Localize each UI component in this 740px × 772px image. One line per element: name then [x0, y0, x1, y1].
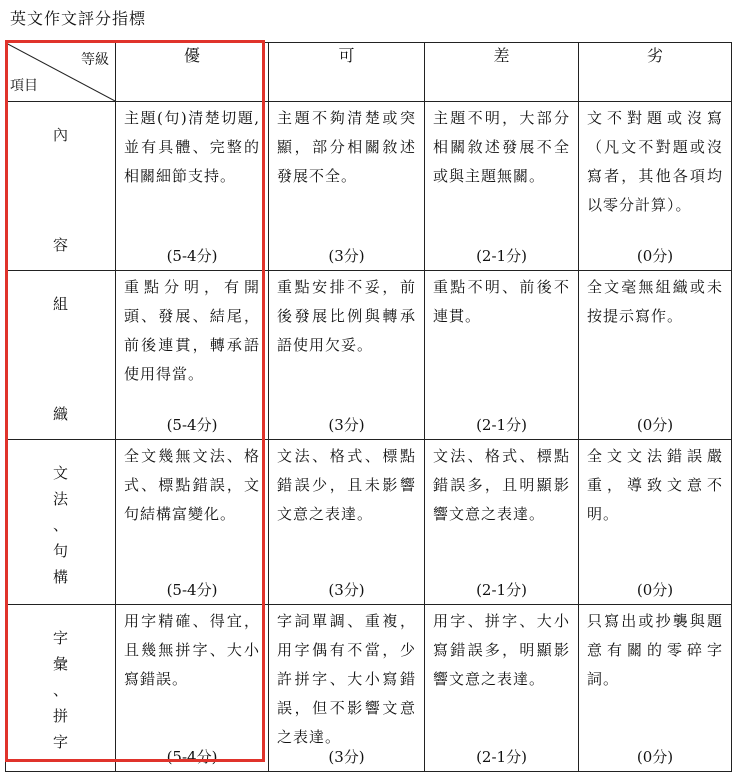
criteria-cell [116, 605, 269, 772]
score-range: (0分) [636, 416, 674, 434]
criteria-cell [269, 271, 425, 440]
criteria-description: 主題不明，大部分相關敘述發展不全或與主題無關。 [433, 109, 570, 185]
score-range: (3分) [328, 247, 365, 265]
criteria-cell [116, 440, 269, 605]
criteria-cell [579, 440, 732, 605]
level-header-bad: 劣 [579, 43, 732, 102]
item-label-char: 、 [52, 681, 68, 699]
criteria-cell [116, 271, 269, 440]
score-range: (5-4分) [166, 748, 218, 766]
item-label-char: 字 [52, 733, 68, 751]
item-label-cell [6, 440, 116, 605]
score-range: (2-1分) [476, 581, 527, 599]
criteria-description: 用字精確、得宜，且幾無拼字、大小寫錯誤。 [124, 612, 260, 688]
rubric-row-vocabulary-spelling [6, 605, 732, 772]
score-range: (3分) [328, 581, 365, 599]
item-label-char: 內 [52, 126, 68, 144]
criteria-cell [269, 605, 425, 772]
item-label-char: 文 [52, 464, 68, 482]
score-range: (2-1分) [476, 748, 527, 766]
item-label-char: 彙 [52, 655, 68, 673]
score-range: (3分) [328, 416, 365, 434]
criteria-description: 全文幾無文法、格式、標點錯誤，文句結構富變化。 [124, 447, 260, 523]
criteria-description: 全文毫無組織或未按提示寫作。 [587, 278, 723, 325]
criteria-cell [579, 605, 732, 772]
criteria-description: 用字、拼字、大小寫錯誤多，明顯影響文意之表達。 [433, 612, 570, 688]
criteria-cell [269, 440, 425, 605]
criteria-cell [425, 271, 579, 440]
item-label-char: 組 [52, 295, 68, 313]
item-label-cell [6, 102, 116, 271]
rubric-table [5, 42, 732, 772]
criteria-description: 只寫出或抄襲與題意有關的零碎字詞。 [587, 612, 723, 688]
document-title: 英文作文評分指標 [10, 9, 147, 28]
criteria-description: 主題(句)清楚切題,並有具體、完整的相關細節支持。 [124, 109, 260, 185]
rubric-body [6, 102, 732, 772]
criteria-cell [425, 605, 579, 772]
item-label-cell [6, 271, 116, 440]
item-label-char: 字 [52, 629, 68, 647]
rubric-row-grammar-structure [6, 440, 732, 605]
item-label-char: 容 [52, 236, 68, 254]
rubric-row-organization [6, 271, 732, 440]
rubric-row-content [6, 102, 732, 271]
item-label-char: 句 [52, 542, 68, 560]
score-range: (0分) [636, 581, 674, 599]
criteria-cell [269, 102, 425, 271]
score-range: (5-4分) [166, 247, 218, 265]
score-range: (2-1分) [476, 247, 527, 265]
level-header-poor: 差 [425, 43, 579, 102]
criteria-cell [425, 440, 579, 605]
level-header-excellent: 優 [116, 43, 269, 102]
score-range: (0分) [636, 748, 674, 766]
item-label-cell [6, 605, 116, 772]
item-label-char: 法 [52, 490, 68, 508]
criteria-description: 文法、格式、標點錯誤少，且未影響文意之表達。 [277, 447, 416, 523]
score-range: (5-4分) [166, 416, 218, 434]
score-range: (3分) [328, 748, 365, 766]
score-range: (2-1分) [476, 416, 527, 434]
header-row [6, 43, 732, 102]
criteria-description: 重點不明、前後不連貫。 [433, 278, 570, 325]
item-label-char: 織 [52, 405, 68, 423]
criteria-description: 全文文法錯誤嚴重，導致文意不明。 [587, 447, 723, 523]
criteria-description: 主題不夠清楚或突顯，部分相關敘述發展不全。 [277, 109, 416, 185]
level-axis-label: 等級 [81, 52, 109, 68]
criteria-description: 重點分明，有開頭、發展、結尾，前後連貫，轉承語使用得當。 [124, 278, 260, 383]
score-range: (0分) [636, 247, 674, 265]
criteria-cell [116, 102, 269, 271]
criteria-cell [579, 102, 732, 271]
item-label-char: 拼 [52, 707, 68, 725]
criteria-description: 字詞單調、重複，用字偶有不當，少許拼字、大小寫錯誤，但不影響文意之表達。 [277, 612, 416, 746]
item-label-char: 構 [52, 568, 68, 586]
criteria-cell [579, 271, 732, 440]
criteria-description: 文不對題或沒寫（凡文不對題或沒寫者，其他各項均以零分計算）。 [587, 109, 723, 214]
criteria-cell [425, 102, 579, 271]
criteria-description: 重點安排不妥，前後發展比例與轉承語使用欠妥。 [277, 278, 416, 354]
criteria-description: 文法、格式、標點錯誤多，且明顯影響文意之表達。 [433, 447, 570, 523]
score-range: (5-4分) [166, 581, 218, 599]
corner-header-cell [6, 43, 116, 102]
level-header-fair: 可 [269, 43, 425, 102]
item-label-char: 、 [52, 516, 68, 534]
item-axis-label: 項目 [10, 78, 38, 94]
